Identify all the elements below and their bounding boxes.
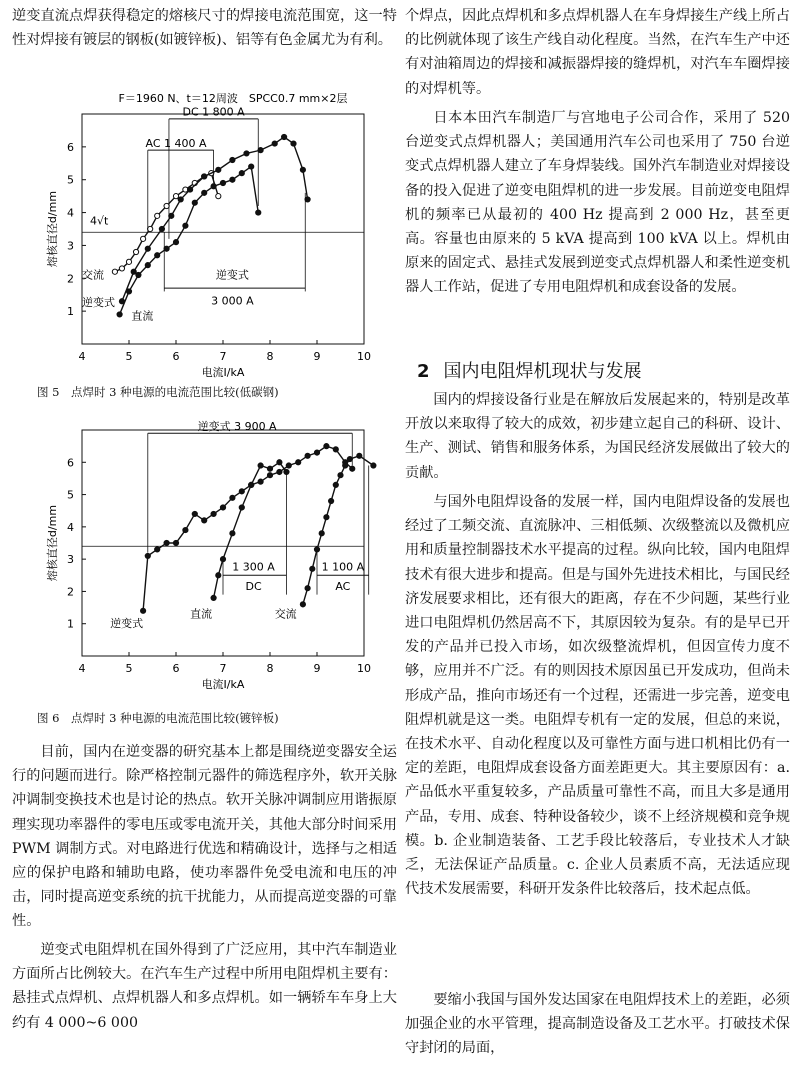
data-point	[239, 171, 244, 176]
data-point	[192, 511, 197, 516]
figure-5-caption: 图 5 点焊时 3 种电源的电流范围比较(低碳钢)	[37, 385, 279, 399]
data-point	[220, 505, 225, 510]
chart-title: F＝1960 N、t＝12周波 SPCC0.7 mm×2层	[118, 92, 348, 105]
paragraph: 国内的焊接设备行业是在解放后发展起来的，特别是改革开放以来取得了较大的成效，初步建立起自己的科研、设计、生产、测试、销售和服务体系，为国民经济发展做出了较大的贡献。	[405, 392, 790, 481]
data-point	[164, 540, 169, 545]
data-point	[216, 194, 221, 199]
series-label-dc: 直流	[190, 607, 213, 621]
section-title: 国内电阻焊机现状与发展	[443, 361, 642, 382]
data-point	[183, 527, 188, 532]
figure-6-chart	[12, 420, 397, 710]
paragraph: 逆变式电阻焊机在国外得到了广泛应用，其中汽车制造业方面所占比例较大。在汽车生产过程中所用电阻焊机主要有：悬挂式点焊机、点焊机器人和多点焊机。如一辆轿车车身上大约有 4 000~6 000	[12, 942, 397, 1031]
data-point	[296, 460, 301, 465]
threshold-label: 4√t	[90, 214, 109, 228]
data-point	[141, 608, 146, 613]
data-point	[324, 515, 329, 520]
data-point	[119, 266, 124, 271]
data-point	[314, 450, 319, 455]
y-tick-label: 3	[67, 553, 74, 567]
data-point	[169, 213, 174, 218]
x-tick-label: 10	[357, 662, 371, 675]
data-point	[291, 141, 296, 146]
data-point	[117, 312, 122, 317]
section-heading	[417, 357, 642, 383]
paragraph: 目前，国内在逆变器的研究基本上都是围绕逆变器安全运行的问题而进行。除严格控制元器件的筛选程序外，软开关脉冲调制变换技术也是讨论的热点。软开关脉冲调制应用谐振原理实现功率器件的零电压或零电流开关，其他大部分时间采用 PWM 调制方式。对电路进行优选和精确设计，选择与之相适应的保护电路和辅助电路，使功率器件免受电流和电压的冲击，同时提高逆变系统的抗干扰能力，从而提高逆变器的可靠性。	[12, 744, 397, 930]
data-point	[173, 194, 178, 199]
y-tick-label: 4	[67, 206, 74, 220]
data-point	[249, 164, 254, 169]
data-point	[211, 511, 216, 516]
data-point	[141, 236, 146, 241]
data-point	[131, 269, 136, 274]
data-point	[258, 463, 263, 468]
x-tick-label: 10	[357, 350, 371, 363]
data-point	[333, 482, 338, 487]
x-tick-label: 6	[172, 350, 180, 363]
data-point	[310, 566, 315, 571]
annotation-dc: DC 1 800 A	[182, 105, 245, 119]
y-tick-label: 5	[67, 488, 74, 502]
data-point	[305, 453, 310, 458]
data-point	[145, 553, 150, 558]
data-point	[239, 489, 244, 494]
data-point	[112, 269, 117, 274]
annotation-ac: AC	[335, 579, 351, 593]
data-point	[267, 473, 272, 478]
annotation-dc-range: 1 300 A	[232, 560, 275, 574]
data-point	[136, 272, 141, 277]
annotation-ac-range: 1 100 A	[321, 560, 365, 574]
x-tick-label: 9	[313, 662, 321, 675]
series-label-ac: 交流	[82, 268, 104, 282]
data-point	[133, 249, 138, 254]
data-point	[155, 547, 160, 552]
data-point	[164, 246, 169, 251]
data-point	[329, 498, 334, 503]
series-label-inverter: 逆变式	[82, 296, 115, 310]
data-point	[305, 586, 310, 591]
annotation-inverter: 逆变式	[215, 268, 249, 282]
y-tick-label: 1	[67, 305, 74, 319]
data-point	[230, 177, 235, 182]
x-tick-label: 5	[125, 662, 133, 675]
data-point	[211, 595, 216, 600]
data-point	[333, 447, 338, 452]
y-tick-label: 3	[67, 239, 74, 253]
data-point	[300, 167, 305, 172]
x-tick-label: 4	[78, 350, 86, 363]
series-line-逆变式	[122, 137, 308, 301]
data-point	[155, 253, 160, 258]
series-label-inverter: 逆变式	[110, 616, 144, 630]
x-axis-label: 电流I/kA	[201, 678, 245, 691]
data-point	[230, 157, 235, 162]
data-point	[350, 466, 355, 471]
data-point	[173, 540, 178, 545]
data-point	[258, 148, 263, 153]
data-point	[183, 223, 188, 228]
data-point	[277, 460, 282, 465]
data-point	[202, 518, 207, 523]
data-point	[357, 453, 362, 458]
x-tick-label: 8	[266, 662, 274, 675]
data-point	[173, 240, 178, 245]
data-point	[305, 197, 310, 202]
data-point	[272, 141, 277, 146]
data-point	[277, 469, 282, 474]
annotation-ac: AC 1 400 A	[145, 136, 207, 150]
x-axis-label: 电流I/kA	[201, 366, 245, 378]
y-tick-label: 2	[67, 585, 74, 599]
paragraph: 个焊点，因此点焊机和多点焊机器人在车身焊接生产线上所占的比例就体现了该生产线自动化程度。当然，在汽车生产中还有对油箱周边的焊接和减振器焊接的缝焊机，对汽车车圈焊接的对焊机等。	[405, 8, 790, 97]
paragraph: 与国外电阻焊设备的发展一样，国内电阻焊设备的发展也经过了工频交流、直流脉冲、三相低频、次级整流以及微机应用和质量控制器技术水平提高的过程。纵向比较，国内电阻焊技术有很大进步和提高。但是与国外先进技术相比，与国民经济发展要求相比，还有很大的距离，存在不少问题，某些行业进口电阻焊机仍然居高不下，其原因较为复杂。有的是早已开发的产品并已投入市场，如次级整流焊机，但因宣传力度不够，应用并不广泛。有的则因技术原因虽已开发成功，但尚未形成产品，推向市场还有一个过程，还需进一步完善，逆变电阻焊机就是这一类。电阻焊专机有一定的发展，但总的来说，在技术水平、自动化程度以及可靠性方面与进口机相比仍有一定的差距，电阻焊成套设备方面差距更大。其主要原因有：a. 产品低水平重复较多，产品质量可靠性不高，而且大多是通用产品，专用、成套、特种设备较少，谈不上经济规模和竞争规模。b. 企业制造装备、工艺手段比较落后，专业技术人才缺乏，无法保证产品质量。c. 企业人员素质不高，无法适应现代技术发展需要，科研开发条件比较落后，技术起点低。	[405, 494, 790, 898]
y-tick-label: 6	[67, 456, 74, 470]
data-point	[230, 531, 235, 536]
data-point	[164, 203, 169, 208]
data-point	[300, 602, 305, 607]
y-axis-label: 熔核直径d/mm	[46, 504, 59, 582]
data-point	[216, 167, 221, 172]
data-point	[256, 210, 261, 215]
data-point	[211, 184, 216, 189]
y-tick-label: 5	[67, 173, 74, 187]
data-point	[119, 299, 124, 304]
data-point	[324, 444, 329, 449]
figure-6-caption: 图 6 点焊时 3 种电源的电流范围比较(镀锌板)	[37, 711, 279, 725]
x-tick-label: 4	[78, 662, 86, 675]
y-axis-label: 熔核直径d/mm	[46, 190, 59, 268]
series-label-ac: 交流	[274, 607, 297, 621]
x-tick-label: 7	[219, 662, 227, 675]
y-tick-label: 1	[67, 617, 74, 631]
paragraph: 日本本田汽车制造厂与宫地电子公司合作，采用了 520 台逆变式点焊机器人；美国通用汽车公司也采用了 750 台逆变式点焊机器人建立了车身焊装线。国外汽车制造业对焊接设备的投入促进了逆变电阻焊机的进一步发展。目前逆变电阻焊机的频率已从最初的 400 Hz 提高到 2 000 Hz，甚至更高。容量也由原来的 5 kVA 提高到 100 kVA 以上。焊机由原来的固定式、悬挂式发展到逆变式点焊机器人和柔性逆变机器人工作站，促进了专用电阻焊机和成套设备的发展。	[405, 110, 790, 296]
data-point	[220, 180, 225, 185]
y-tick-label: 6	[67, 140, 74, 154]
data-point	[126, 259, 131, 264]
data-point	[319, 531, 324, 536]
data-point	[347, 456, 352, 461]
paragraph: 逆变直流点焊获得稳定的熔核尺寸的焊接电流范围宽，这一特性对焊接有镀层的钢板(如镀锌板)、铝等有色金属尤为有利。	[12, 8, 397, 49]
paragraph: 要缩小我国与国外发达国家在电阻焊技术上的差距，必须加强企业的水平管理，提高制造设备及工艺水平。打破技术保守封闭的局面，	[405, 992, 790, 1057]
data-point	[258, 479, 263, 484]
data-point	[343, 463, 348, 468]
data-point	[145, 263, 150, 268]
x-tick-label: 5	[125, 350, 133, 363]
annotation-inverter-range: 3 000 A	[211, 294, 254, 308]
data-point	[145, 246, 150, 251]
x-tick-label: 8	[266, 350, 274, 363]
data-point	[202, 190, 207, 195]
series-label-dc: 直流	[131, 309, 154, 323]
data-point	[202, 174, 207, 179]
data-point	[159, 226, 164, 231]
data-point	[178, 197, 183, 202]
data-point	[267, 466, 272, 471]
data-point	[338, 473, 343, 478]
data-point	[155, 213, 160, 218]
data-point	[282, 134, 287, 139]
data-point	[249, 482, 254, 487]
plot-frame	[82, 114, 364, 344]
annotation-inverter: 逆变式 3 900 A	[197, 420, 277, 433]
data-point	[192, 200, 197, 205]
data-point	[371, 463, 376, 468]
data-point	[286, 463, 291, 468]
data-point	[239, 505, 244, 510]
data-point	[188, 187, 193, 192]
data-point	[148, 226, 153, 231]
y-tick-label: 4	[67, 520, 74, 534]
annotation-dc: DC	[245, 579, 262, 593]
x-tick-label: 9	[313, 350, 321, 363]
x-tick-label: 6	[172, 662, 180, 675]
data-point	[230, 495, 235, 500]
figure-5-chart	[12, 88, 397, 378]
x-tick-label: 7	[219, 350, 227, 363]
data-point	[216, 573, 221, 578]
data-point	[244, 151, 249, 156]
y-tick-label: 2	[67, 272, 74, 286]
section-number: 2	[417, 361, 430, 382]
